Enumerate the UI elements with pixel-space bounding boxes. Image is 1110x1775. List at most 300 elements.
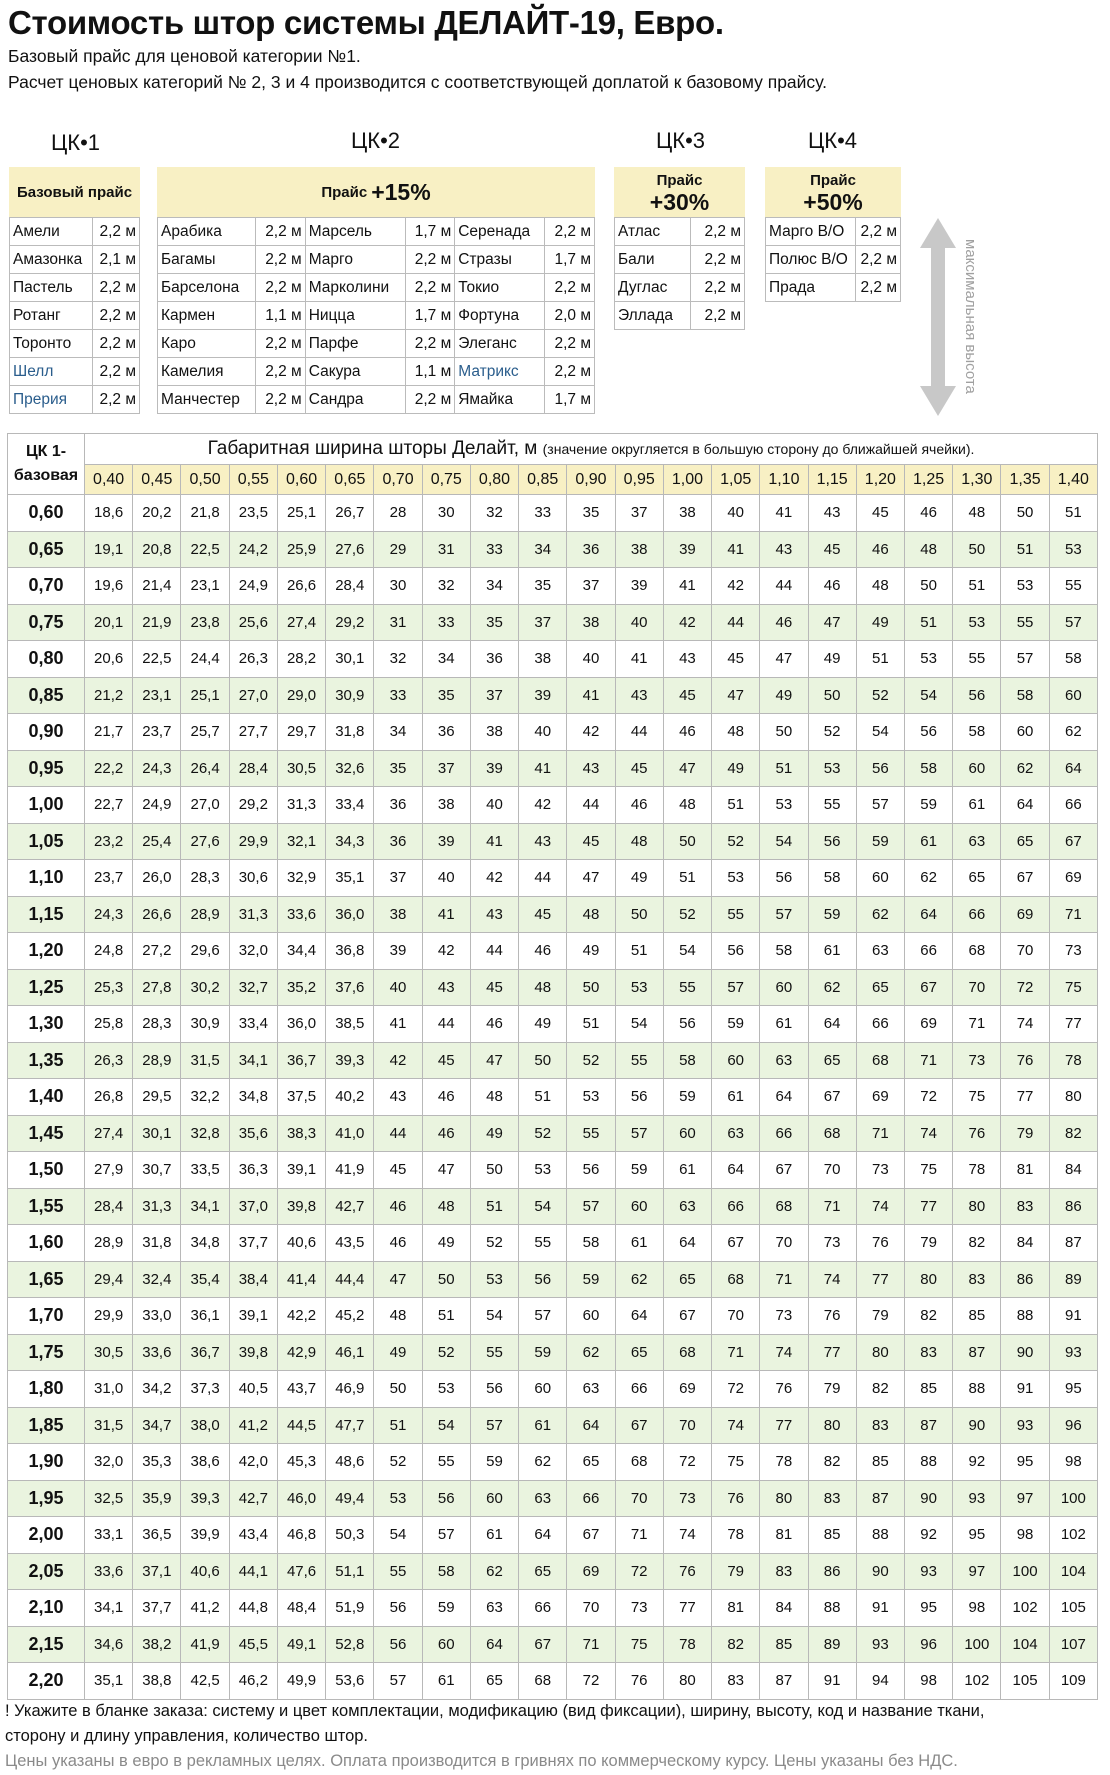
price-cell: 31,0 [85, 1371, 133, 1408]
price-cell: 51 [374, 1407, 422, 1444]
price-cell: 48 [615, 823, 663, 860]
price-cell: 77 [904, 1188, 952, 1225]
price-cell: 40 [615, 604, 663, 641]
price-cell: 48 [856, 568, 904, 605]
price-cell: 40,6 [181, 1553, 229, 1590]
price-cell: 32,6 [326, 750, 374, 787]
price-cell: 49 [712, 750, 760, 787]
price-row [8, 787, 1098, 824]
price-cell: 84 [1001, 1225, 1049, 1262]
price-cell: 67 [663, 1298, 711, 1335]
price-cell: 51,9 [326, 1590, 374, 1627]
price-cell: 59 [712, 1006, 760, 1043]
price-cell: 93 [1001, 1407, 1049, 1444]
price-cell: 43 [422, 969, 470, 1006]
price-cell: 66 [615, 1371, 663, 1408]
price-cell: 98 [1001, 1517, 1049, 1554]
price-cell: 76 [663, 1553, 711, 1590]
price-cell: 46,2 [229, 1663, 277, 1700]
price-cell: 60 [1049, 677, 1097, 714]
price-cell: 70 [1001, 933, 1049, 970]
price-cell: 70 [712, 1298, 760, 1335]
price-cell: 65 [567, 1444, 615, 1481]
price-cell: 73 [856, 1152, 904, 1189]
price-row [8, 1553, 1098, 1590]
price-cell: 23,5 [229, 495, 277, 532]
price-cell: 31,3 [133, 1188, 181, 1225]
price-cell: 28 [374, 495, 422, 532]
ck3-header-text: Прайс [656, 171, 703, 189]
price-cell: 29,7 [277, 714, 325, 751]
price-cell: 57 [712, 969, 760, 1006]
price-cell: 76 [808, 1298, 856, 1335]
price-cell: 51 [760, 750, 808, 787]
price-cell: 42 [422, 933, 470, 970]
width-header-cell: 1,20 [856, 465, 904, 495]
fabric-max-height: 2,2 м [545, 358, 595, 386]
fabric-max-height: 1,7 м [545, 386, 595, 414]
fabric-max-height: 2,2 м [92, 358, 139, 386]
fabric-max-height: 2,2 м [405, 274, 455, 302]
price-cell: 92 [904, 1517, 952, 1554]
price-cell: 57 [856, 787, 904, 824]
price-cell: 41 [422, 896, 470, 933]
price-cell: 56 [953, 677, 1001, 714]
price-cell: 57 [422, 1517, 470, 1554]
price-cell: 56 [519, 1261, 567, 1298]
price-cell: 40 [422, 860, 470, 897]
fabric-max-height: 2,2 м [855, 274, 900, 302]
price-cell: 45 [808, 531, 856, 568]
price-cell: 77 [856, 1261, 904, 1298]
fabric-max-height: 2,2 м [691, 302, 745, 330]
fabric-name: Сандра [305, 386, 405, 414]
height-header-cell: 1,95 [8, 1480, 85, 1517]
price-cell: 33 [470, 531, 518, 568]
price-cell: 56 [470, 1371, 518, 1408]
price-cell: 64 [904, 896, 952, 933]
price-cell: 50,3 [326, 1517, 374, 1554]
price-cell: 54 [374, 1517, 422, 1554]
price-cell: 40,5 [229, 1371, 277, 1408]
price-cell: 50 [567, 969, 615, 1006]
price-cell: 39,8 [277, 1188, 325, 1225]
price-cell: 50 [953, 531, 1001, 568]
width-header-row [8, 465, 1098, 495]
price-cell: 62 [1001, 750, 1049, 787]
price-cell: 43 [519, 823, 567, 860]
price-row [8, 1188, 1098, 1225]
fabric-name: Марго [305, 246, 405, 274]
price-cell: 45 [567, 823, 615, 860]
price-cell: 58 [953, 714, 1001, 751]
price-cell: 35,6 [229, 1115, 277, 1152]
price-cell: 36,3 [229, 1152, 277, 1189]
price-cell: 38,6 [181, 1444, 229, 1481]
price-cell: 57 [760, 896, 808, 933]
price-cell: 23,8 [181, 604, 229, 641]
price-cell: 26,6 [277, 568, 325, 605]
price-cell: 64 [1049, 750, 1097, 787]
price-cell: 28,9 [133, 1042, 181, 1079]
price-cell: 39,9 [181, 1517, 229, 1554]
price-cell: 56 [663, 1006, 711, 1043]
price-cell: 25,6 [229, 604, 277, 641]
price-cell: 51 [856, 641, 904, 678]
price-cell: 49 [567, 933, 615, 970]
height-header-cell: 0,75 [8, 604, 85, 641]
width-header-cell: 0,45 [133, 465, 181, 495]
price-cell: 32,0 [85, 1444, 133, 1481]
price-cell: 42,0 [229, 1444, 277, 1481]
price-cell: 88 [953, 1371, 1001, 1408]
price-cell: 54 [519, 1188, 567, 1225]
price-cell: 56 [856, 750, 904, 787]
ck1-label: ЦК•1 [51, 130, 101, 155]
price-cell: 69 [1001, 896, 1049, 933]
price-cell: 38,0 [181, 1407, 229, 1444]
height-header-cell: 1,50 [8, 1152, 85, 1189]
price-cell: 74 [904, 1115, 952, 1152]
ck3-fabric-group [614, 167, 745, 330]
price-cell: 53 [712, 860, 760, 897]
price-cell: 39,3 [181, 1480, 229, 1517]
fabric-row [766, 274, 901, 302]
price-cell: 36,0 [326, 896, 374, 933]
price-cell: 37 [519, 604, 567, 641]
fabric-name: Шелл [10, 358, 93, 386]
price-cell: 79 [712, 1553, 760, 1590]
price-cell: 39 [663, 531, 711, 568]
price-cell: 89 [808, 1626, 856, 1663]
fabric-max-height: 2,2 м [256, 218, 306, 246]
fabric-name: Ницца [305, 302, 405, 330]
price-cell: 87 [760, 1663, 808, 1700]
height-header-cell: 1,20 [8, 933, 85, 970]
price-cell: 41,2 [229, 1407, 277, 1444]
price-cell: 39 [470, 750, 518, 787]
price-cell: 75 [904, 1152, 952, 1189]
fabric-name: Манчестер [158, 386, 256, 414]
price-cell: 34,1 [229, 1042, 277, 1079]
price-cell: 76 [1001, 1042, 1049, 1079]
price-cell: 57 [1001, 641, 1049, 678]
price-cell: 55 [422, 1444, 470, 1481]
price-cell: 38 [615, 531, 663, 568]
ck2-fabric-group [157, 167, 595, 414]
fabric-name: Амели [10, 218, 93, 246]
height-header-cell: 1,60 [8, 1225, 85, 1262]
price-cell: 31,3 [229, 896, 277, 933]
price-cell: 42,5 [181, 1663, 229, 1700]
price-row [8, 750, 1098, 787]
price-cell: 64 [760, 1079, 808, 1116]
fabric-row [615, 274, 745, 302]
price-cell: 33,4 [326, 787, 374, 824]
price-cell: 56 [615, 1079, 663, 1116]
fabric-name: Эллада [615, 302, 691, 330]
price-cell: 60 [519, 1371, 567, 1408]
price-cell: 91 [1001, 1371, 1049, 1408]
price-cell: 32,1 [277, 823, 325, 860]
price-row [8, 969, 1098, 1006]
price-cell: 41,0 [326, 1115, 374, 1152]
price-cell: 42 [567, 714, 615, 751]
price-cell: 54 [760, 823, 808, 860]
price-cell: 30,5 [85, 1334, 133, 1371]
price-cell: 25,1 [277, 495, 325, 532]
price-cell: 32,9 [277, 860, 325, 897]
height-header-cell: 0,90 [8, 714, 85, 751]
price-row [8, 1371, 1098, 1408]
width-header-cell: 0,55 [229, 465, 277, 495]
fabric-max-height: 1,7 м [405, 302, 455, 330]
price-cell: 68 [760, 1188, 808, 1225]
price-cell: 91 [1049, 1298, 1097, 1335]
price-cell: 69 [1049, 860, 1097, 897]
price-cell: 58 [422, 1553, 470, 1590]
price-cell: 48 [470, 1079, 518, 1116]
fabric-name: Ротанг [10, 302, 93, 330]
max-height-label: максимальная высота [962, 238, 979, 394]
fabric-max-height: 2,2 м [691, 218, 745, 246]
price-cell: 85 [904, 1371, 952, 1408]
price-cell: 29,5 [133, 1079, 181, 1116]
price-cell: 24,3 [85, 896, 133, 933]
price-cell: 55 [567, 1115, 615, 1152]
fabric-row [158, 302, 595, 330]
price-cell: 57 [1049, 604, 1097, 641]
fabric-name: Марсель [305, 218, 405, 246]
height-header-cell: 1,30 [8, 1006, 85, 1043]
fabric-name: Прада [766, 274, 856, 302]
price-cell: 49 [808, 641, 856, 678]
fabric-max-height: 2,2 м [855, 246, 900, 274]
price-cell: 33,1 [85, 1517, 133, 1554]
fabric-name: Марго В/О [766, 218, 856, 246]
price-cell: 67 [1049, 823, 1097, 860]
width-header-cell: 1,10 [760, 465, 808, 495]
price-cell: 39,8 [229, 1334, 277, 1371]
price-cell: 62 [904, 860, 952, 897]
price-row [8, 860, 1098, 897]
width-header-cell: 1,05 [712, 465, 760, 495]
price-cell: 55 [1049, 568, 1097, 605]
price-cell: 62 [856, 896, 904, 933]
price-cell: 38,5 [326, 1006, 374, 1043]
price-cell: 75 [712, 1444, 760, 1481]
price-cell: 21,2 [85, 677, 133, 714]
price-cell: 82 [808, 1444, 856, 1481]
price-cell: 53 [567, 1079, 615, 1116]
price-cell: 38 [470, 714, 518, 751]
price-cell: 36,7 [277, 1042, 325, 1079]
price-cell: 30 [374, 568, 422, 605]
price-cell: 41 [374, 1006, 422, 1043]
price-cell: 24,3 [133, 750, 181, 787]
fabric-name: Прерия [10, 386, 93, 414]
price-cell: 35,4 [181, 1261, 229, 1298]
price-cell: 81 [1001, 1152, 1049, 1189]
price-cell: 53 [1001, 568, 1049, 605]
price-cell: 56 [712, 933, 760, 970]
price-cell: 41 [519, 750, 567, 787]
price-cell: 37 [374, 860, 422, 897]
price-cell: 50 [1001, 495, 1049, 532]
price-cell: 52 [567, 1042, 615, 1079]
price-cell: 37 [567, 568, 615, 605]
price-cell: 53 [760, 787, 808, 824]
price-cell: 72 [904, 1079, 952, 1116]
price-cell: 27,2 [133, 933, 181, 970]
price-cell: 69 [856, 1079, 904, 1116]
fabric-max-height: 1,1 м [405, 358, 455, 386]
price-cell: 60 [663, 1115, 711, 1152]
price-cell: 72 [1001, 969, 1049, 1006]
price-cell: 51 [712, 787, 760, 824]
price-cell: 40,6 [277, 1225, 325, 1262]
price-cell: 46 [374, 1225, 422, 1262]
ck4-fabric-group [765, 167, 901, 302]
price-cell: 39,1 [277, 1152, 325, 1189]
price-cell: 52 [808, 714, 856, 751]
width-header-cell: 0,85 [519, 465, 567, 495]
price-cell: 76 [856, 1225, 904, 1262]
price-cell: 61 [615, 1225, 663, 1262]
price-cell: 54 [904, 677, 952, 714]
fabric-row [10, 330, 140, 358]
price-cell: 55 [953, 641, 1001, 678]
price-cell: 25,9 [277, 531, 325, 568]
price-cell: 65 [953, 860, 1001, 897]
fabric-max-height: 2,2 м [855, 218, 900, 246]
fabric-name: Сакура [305, 358, 405, 386]
price-cell: 72 [663, 1444, 711, 1481]
fabric-row [158, 386, 595, 414]
price-cell: 64 [519, 1517, 567, 1554]
price-cell: 43 [760, 531, 808, 568]
price-cell: 82 [953, 1225, 1001, 1262]
fabric-max-height: 2,2 м [256, 358, 306, 386]
price-cell: 74 [712, 1407, 760, 1444]
price-cell: 44,4 [326, 1261, 374, 1298]
price-cell: 54 [422, 1407, 470, 1444]
fabric-max-height: 2,2 м [545, 330, 595, 358]
price-cell: 26,3 [85, 1042, 133, 1079]
price-cell: 90 [953, 1407, 1001, 1444]
price-cell: 35,1 [326, 860, 374, 897]
price-cell: 23,7 [85, 860, 133, 897]
price-cell: 26,6 [133, 896, 181, 933]
price-cell: 31,8 [326, 714, 374, 751]
width-header-cell: 0,80 [470, 465, 518, 495]
price-cell: 27,6 [326, 531, 374, 568]
price-cell: 40 [374, 969, 422, 1006]
price-cell: 54 [470, 1298, 518, 1335]
price-cell: 66 [519, 1590, 567, 1627]
width-header-cell: 1,25 [904, 465, 952, 495]
price-cell: 33,4 [229, 1006, 277, 1043]
price-cell: 41,4 [277, 1261, 325, 1298]
ck4-header-percent: +50% [803, 188, 863, 215]
price-row [8, 495, 1098, 532]
fabric-max-height: 1,1 м [256, 302, 306, 330]
price-cell: 61 [760, 1006, 808, 1043]
price-cell: 85 [760, 1626, 808, 1663]
price-cell: 78 [712, 1517, 760, 1554]
price-cell: 95 [904, 1590, 952, 1627]
price-cell: 63 [760, 1042, 808, 1079]
price-cell: 52 [856, 677, 904, 714]
price-cell: 41 [567, 677, 615, 714]
price-cell: 51,1 [326, 1553, 374, 1590]
price-cell: 30 [422, 495, 470, 532]
price-cell: 79 [856, 1298, 904, 1335]
fabric-row [615, 218, 745, 246]
price-cell: 40 [712, 495, 760, 532]
price-cell: 19,6 [85, 568, 133, 605]
price-cell: 73 [808, 1225, 856, 1262]
fabric-name: Атлас [615, 218, 691, 246]
price-row [8, 568, 1098, 605]
price-cell: 64 [615, 1298, 663, 1335]
price-cell: 38,2 [133, 1626, 181, 1663]
price-cell: 45 [856, 495, 904, 532]
price-cell: 49 [470, 1115, 518, 1152]
price-row [8, 1115, 1098, 1152]
width-header-cell: 0,50 [181, 465, 229, 495]
price-cell: 46,9 [326, 1371, 374, 1408]
fabric-max-height: 2,2 м [691, 274, 745, 302]
price-cell: 44 [712, 604, 760, 641]
price-cell: 59 [567, 1261, 615, 1298]
price-cell: 27,0 [181, 787, 229, 824]
price-cell: 29,6 [181, 933, 229, 970]
price-cell: 62 [567, 1334, 615, 1371]
price-cell: 38,3 [277, 1115, 325, 1152]
price-cell: 75 [615, 1626, 663, 1663]
price-cell: 65 [615, 1334, 663, 1371]
page-title: Стоимость штор системы ДЕЛАЙТ-19, Евро. [8, 4, 724, 41]
price-cell: 28,2 [277, 641, 325, 678]
price-cell: 66 [760, 1115, 808, 1152]
price-cell: 85 [808, 1517, 856, 1554]
price-table-title-main: Габаритная ширина шторы Делайт, м [207, 438, 538, 459]
height-header-cell: 1,55 [8, 1188, 85, 1225]
price-cell: 33,6 [133, 1334, 181, 1371]
fabric-name: Парфе [305, 330, 405, 358]
fabric-max-height: 2,2 м [545, 218, 595, 246]
price-row [8, 1444, 1098, 1481]
price-cell: 59 [856, 823, 904, 860]
price-cell: 38 [374, 896, 422, 933]
price-cell: 51 [1049, 495, 1097, 532]
price-cell: 88 [904, 1444, 952, 1481]
price-cell: 64 [470, 1626, 518, 1663]
height-header-cell: 1,45 [8, 1115, 85, 1152]
price-cell: 68 [808, 1115, 856, 1152]
fabric-max-height: 2,2 м [405, 386, 455, 414]
price-row [8, 604, 1098, 641]
price-cell: 35 [519, 568, 567, 605]
price-cell: 80 [953, 1188, 1001, 1225]
ck3-header-percent: +30% [649, 188, 710, 215]
price-cell: 30,1 [133, 1115, 181, 1152]
fabric-max-height: 2,2 м [256, 330, 306, 358]
price-cell: 98 [953, 1590, 1001, 1627]
price-cell: 33 [422, 604, 470, 641]
fabric-name: Бали [615, 246, 691, 274]
